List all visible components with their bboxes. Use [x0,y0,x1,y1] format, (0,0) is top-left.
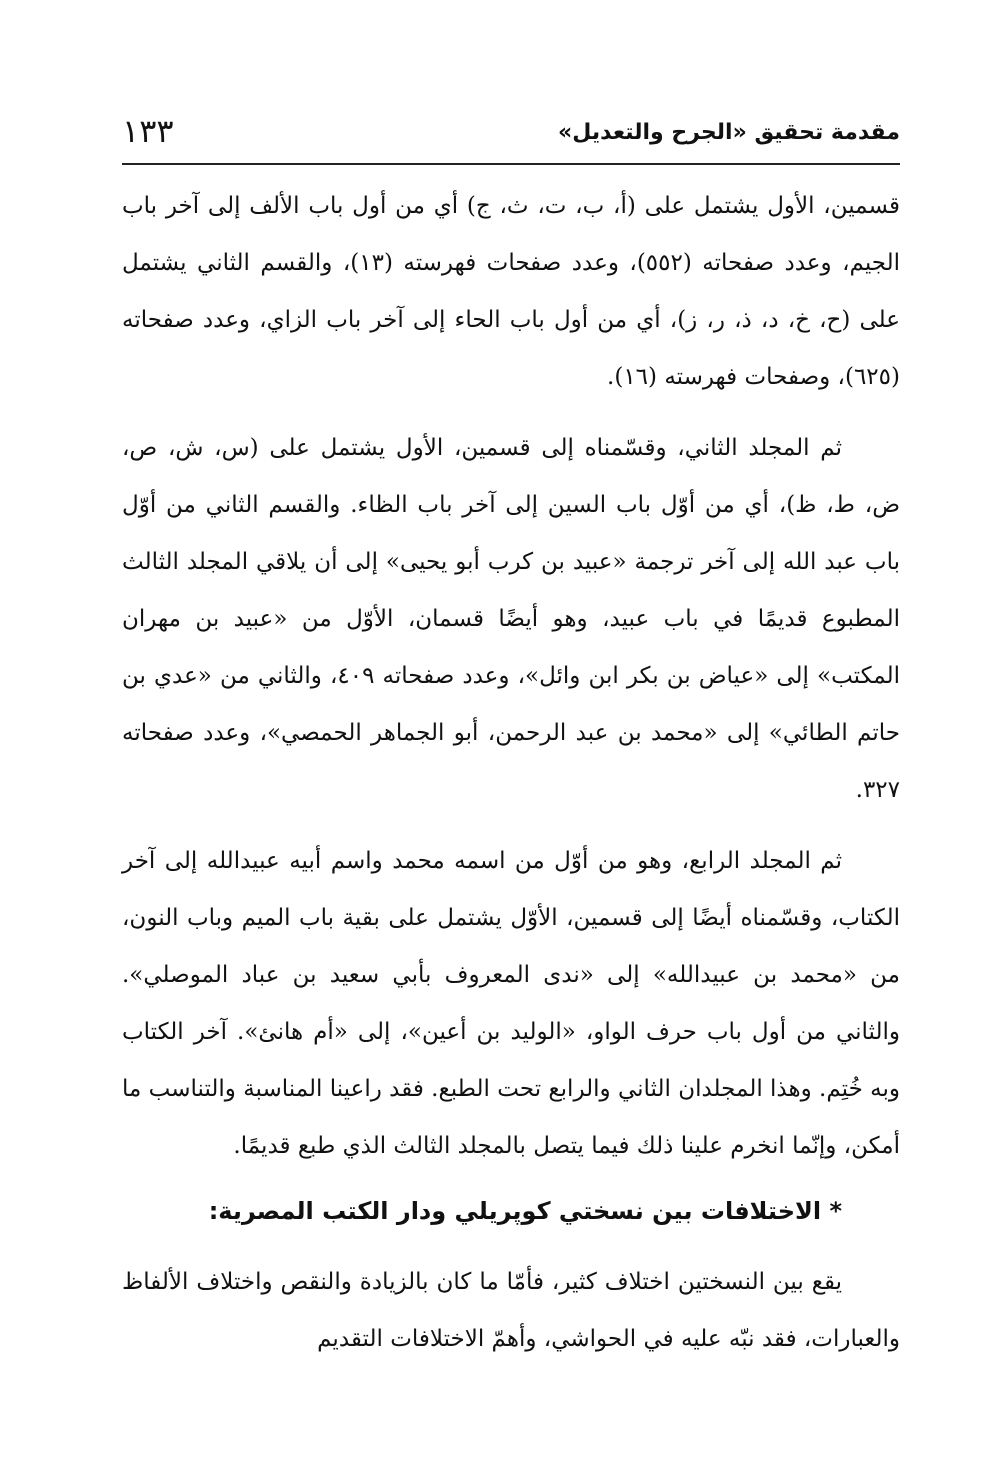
section-heading: * الاختلافات بين نسختي كوپريلي ودار الكتب المصرية: [208,1197,842,1225]
paragraph-volume-two: ثم المجلد الثاني، وقسّمناه إلى قسمين، الأول يشتمل على (س، ش، ص، ض، ط، ظ)، أي من أوّل باب السين إلى آخر باب الظاء. والقسم الثاني من أوّل باب عبد الله إلى آخر ترجمة «عبيد بن كرب أبو يحيى» إلى أن يلاقي المجلد الثالث المطبوع قديمًا في باب عبيد، وهو أيضًا قسمان، الأوّل من «عبيد بن مهران المكتب» إلى «عياض بن بكر ابن وائل»، وعدد صفحاته ٤٠٩، والثاني من «عدي بن حاتم الطائي» إلى «محمد بن عبد الرحمن، أبو الجماهر الحمصي»، وعدد صفحاته ٣٢٧. [122,435,900,803]
page-header [122,112,900,162]
page-number: ١٣٣ [122,112,174,150]
running-title: مقدمة تحقيق «الجرح والتعديل» [558,120,900,145]
paragraph-differences: يقع بين النسختين اختلاف كثير، فأمّا ما كان بالزيادة والنقص واختلاف الألفاظ والعبارات، فقد نبّه عليه في الحواشي، وأهمّ الاختلافات التقديم [122,1269,900,1352]
paragraph-volume-four: ثم المجلد الرابع، وهو من أوّل من اسمه محمد واسم أبيه عبيدالله إلى آخر الكتاب، وقسّمناه أيضًا إلى قسمين، الأوّل يشتمل على بقية باب الميم وباب النون، من «محمد بن عبيدالله» إلى «ندى المعروف بأبي سعيد بن عباد الموصلي». والثاني من أول باب حرف الواو، «الوليد بن أعين»، إلى «أم هانئ». آخر الكتاب وبه خُتِم. وهذا المجلدان الثاني والرابع تحت الطبع. فقد راعينا المناسبة والتناسب ما أمكن، وإنّما انخرم علينا ذلك فيما يتصل بالمجلد الثالث الذي طبع قديمًا. [122,848,900,1159]
paragraph-volume-one: قسمين، الأول يشتمل على (أ، ب، ت، ث، ج) أي من أول باب الألف إلى آخر باب الجيم، وعدد صفحاته (٥٥٢)، وعدد صفحات فهرسته (١٣)، والقسم الثاني يشتمل على (ح، خ، د، ذ، ر، ز)، أي من أول باب الحاء إلى آخر باب الزاي، وعدد صفحاته (٦٢٥)، وصفحات فهرسته (١٦). [122,193,901,390]
page-body [122,178,900,1368]
header-divider [122,163,900,165]
